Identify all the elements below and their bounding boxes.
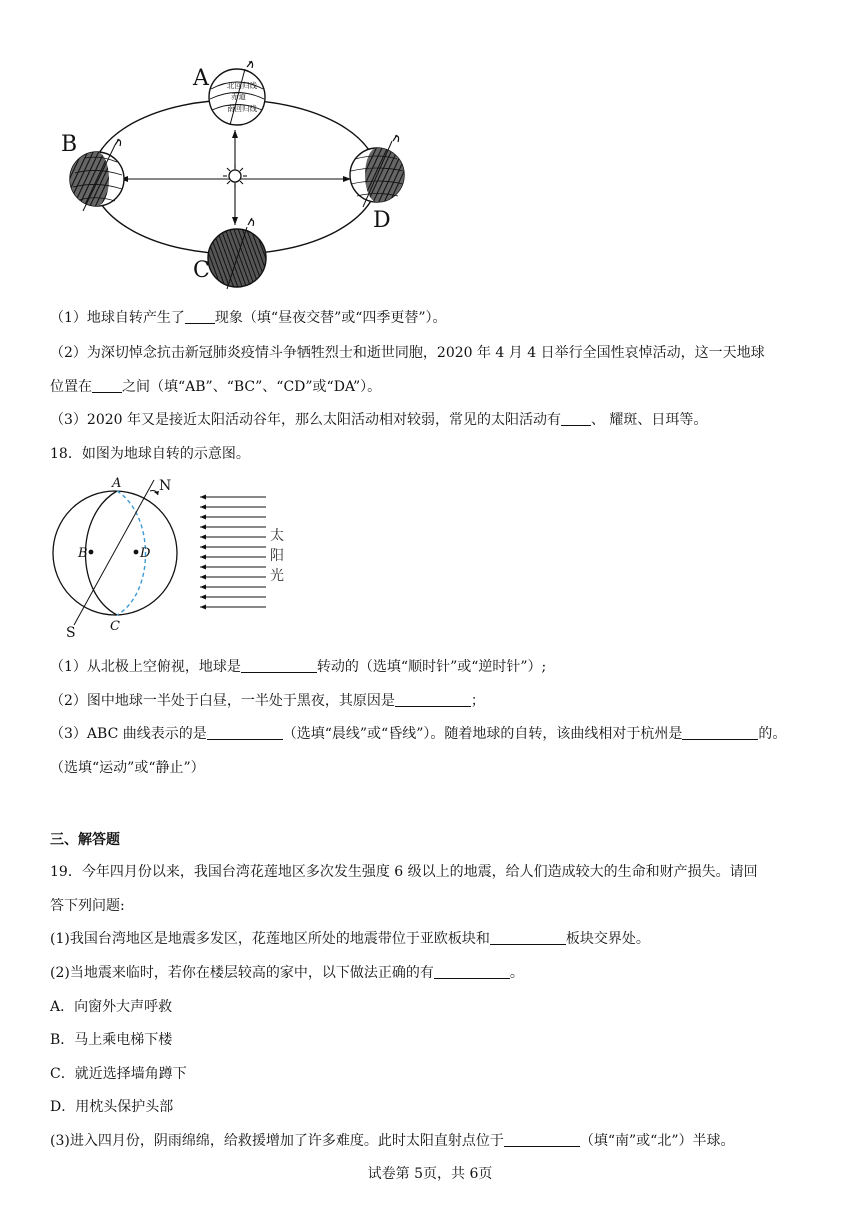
q19-part1: (1)我国台湾地区是地震多发区，花莲地区所处的地震带位于亚欧板块和 板块交界处。 <box>50 931 650 947</box>
label-d: D <box>140 546 151 561</box>
answer-blank[interactable] <box>434 964 510 979</box>
q17-part1: （1）地球自转产生了 现象（填“昼夜交替”或“四季更替”）。 <box>50 310 447 326</box>
globe-b <box>70 139 124 211</box>
label-a: A <box>112 476 122 491</box>
label-s: S <box>66 625 76 640</box>
answer-blank[interactable] <box>207 725 283 740</box>
globe-a <box>209 61 265 125</box>
sun-icon <box>223 164 247 188</box>
sunlight-label: 太 <box>270 528 284 544</box>
label-c: C <box>110 619 120 634</box>
answer-blank[interactable] <box>682 725 758 740</box>
option-d: D．用枕头保护头部 <box>50 1099 174 1115</box>
q19-line1: 19．今年四月份以来，我国台湾花莲地区多次发生强度 6 级以上的地震，给人们造成较大的生命和财产损失。请回 <box>50 864 758 880</box>
answer-blank[interactable] <box>561 411 591 426</box>
answer-blank[interactable] <box>504 1132 580 1147</box>
globe-a-line-label: 南回归线 <box>227 104 257 113</box>
label-b: B <box>78 546 88 561</box>
q18-part2: （2）图中地球一半处于白昼，一半处于黑夜，其原因是 ； <box>50 693 485 709</box>
option-c: C．就近选择墙角蹲下 <box>50 1066 187 1082</box>
globe-c <box>208 218 266 289</box>
globe-a-line-label: 北回归线 <box>227 81 257 90</box>
globe-d <box>350 135 404 207</box>
q18-title: 18．如图为地球自转的示意图。 <box>50 446 250 462</box>
label-n: N <box>159 478 172 494</box>
label-c: C <box>193 258 210 283</box>
option-b: B．马上乘电梯下楼 <box>50 1032 173 1048</box>
q18-part1: （1）从北极上空俯视，地球是 转动的（选填“顺时针”或“逆时针”）; <box>50 659 547 675</box>
section-title: 三、解答题 <box>50 832 120 848</box>
q18-part3: （3）ABC 曲线表示的是 （选填“晨线”或“昏线”）。随着地球的自转，该曲线相对于杭州是 的。 <box>50 726 787 742</box>
q19-line2: 答下列问题: <box>50 898 125 914</box>
earth-orbit-figure <box>55 55 475 295</box>
q17-part2-line2: 位置在 之间（填“AB”、“BC”、“CD”或“DA”）。 <box>50 379 382 395</box>
sunlight-label: 光 <box>270 568 284 584</box>
q18-part3-line2: （选填“运动”或“静止”） <box>50 760 205 776</box>
earth-rotation-figure <box>50 475 290 640</box>
answer-blank[interactable] <box>490 930 566 945</box>
q19-part2: (2)当地震来临时，若你在楼层较高的家中，以下做法正确的有 。 <box>50 965 524 981</box>
answer-blank[interactable] <box>241 658 317 673</box>
q19-part3: (3)进入四月份，阴雨绵绵，给救援增加了许多难度。此时太阳直射点位于 （填“南”或“北”）半球。 <box>50 1133 735 1149</box>
globe-a-line-label: 赤道 <box>231 92 246 101</box>
option-a: A．向窗外大声呼救 <box>50 999 173 1015</box>
q17-part2-line1: （2）为深切悼念抗击新冠肺炎疫情斗争牺牲烈士和逝世同胞，2020 年 4 月 4 日举行全国性哀悼活动，这一天地球 <box>50 345 765 361</box>
page-footer: 试卷第 5页，共 6页 <box>367 1166 493 1182</box>
label-b: B <box>61 132 78 157</box>
answer-blank[interactable] <box>395 692 471 707</box>
answer-blank[interactable] <box>185 309 215 324</box>
label-a: A <box>193 66 209 91</box>
q17-part3: （3）2020 年又是接近太阳活动谷年，那么太阳活动相对较弱，常见的太阳活动有 、 耀斑、日珥等。 <box>50 412 708 428</box>
label-d: D <box>373 208 391 233</box>
sunlight-arrows <box>200 497 266 607</box>
sunlight-label: 阳 <box>270 548 284 564</box>
answer-blank[interactable] <box>92 378 122 393</box>
